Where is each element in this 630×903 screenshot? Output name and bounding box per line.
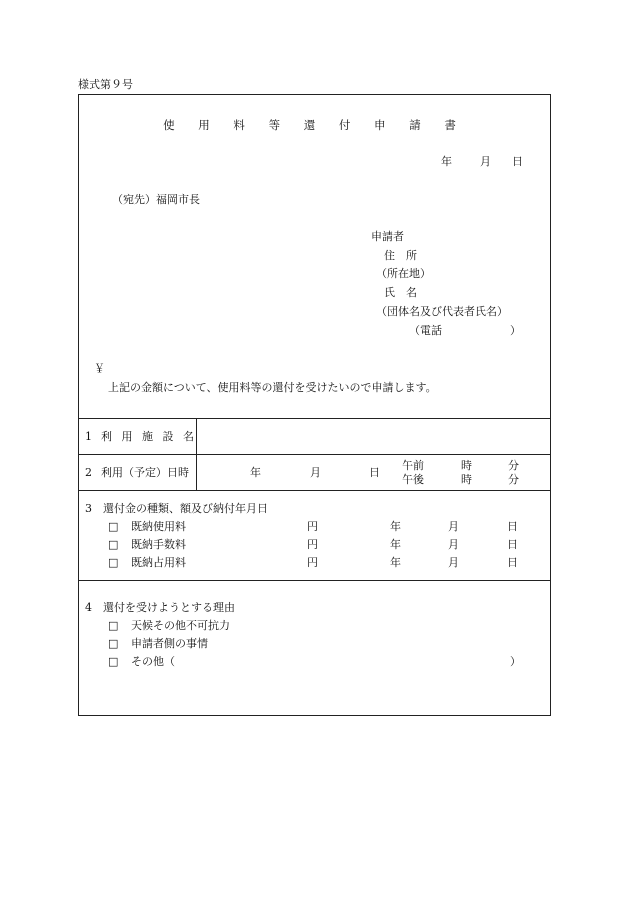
refund-day: 日 <box>507 556 518 569</box>
schedule-number: 2 <box>85 466 92 479</box>
applicant-location-label: （所在地） <box>376 267 431 280</box>
schedule-label: 利用（予定）日時 <box>101 466 189 479</box>
refund-day: 日 <box>507 538 518 551</box>
refund-item-label: 既納使用料 <box>131 520 186 533</box>
refund-checkbox[interactable]: □ <box>108 538 119 551</box>
refund-month: 月 <box>448 556 459 569</box>
schedule-hour-am: 時 <box>461 459 472 472</box>
date-month: 月 <box>480 155 491 168</box>
refund-yen: 円 <box>307 538 318 551</box>
facility-label: 利 用 施 設 名 <box>101 430 197 443</box>
refund-item-label: 既納占用料 <box>131 556 186 569</box>
applicant-label: 申請者 <box>371 230 404 243</box>
row-divider <box>78 454 551 455</box>
reason-other-close: ） <box>510 655 521 668</box>
addressee: （宛先）福岡市長 <box>112 193 200 206</box>
refund-year: 年 <box>390 520 401 533</box>
schedule-minute-pm: 分 <box>508 473 519 486</box>
schedule-day: 日 <box>369 466 380 479</box>
refund-heading: 3 還付金の種類、額及び納付年月日 <box>85 502 268 515</box>
yen-mark: ￥ <box>94 362 105 375</box>
applicant-name-label: 氏 名 <box>384 286 417 299</box>
applicant-org-label: （団体名及び代表者氏名） <box>376 305 508 318</box>
reason-checkbox[interactable]: □ <box>108 637 119 650</box>
row-divider <box>78 418 551 419</box>
refund-month: 月 <box>448 520 459 533</box>
date-day: 日 <box>512 155 523 168</box>
refund-checkbox[interactable]: □ <box>108 520 119 533</box>
refund-checkbox[interactable]: □ <box>108 556 119 569</box>
reason-item-label: その他（ <box>131 655 175 668</box>
form-title: 使 用 料 等 還 付 申 請 書 <box>163 118 466 132</box>
row-divider <box>78 490 551 491</box>
row-divider <box>78 580 551 581</box>
request-text: 上記の金額について、使用料等の還付を受けたいので申請します。 <box>108 381 437 394</box>
refund-yen: 円 <box>307 520 318 533</box>
applicant-address-label: 住 所 <box>384 249 417 262</box>
reason-checkbox[interactable]: □ <box>108 655 119 668</box>
reason-item-label: 天候その他不可抗力 <box>131 619 230 632</box>
schedule-am: 午前 <box>402 459 424 472</box>
schedule-minute-am: 分 <box>508 459 519 472</box>
column-divider <box>196 418 197 490</box>
refund-day: 日 <box>507 520 518 533</box>
form-number: 様式第９号 <box>78 78 133 91</box>
applicant-phone-open: （電話 <box>409 324 442 337</box>
reason-checkbox[interactable]: □ <box>108 619 119 632</box>
reason-heading: 4 還付を受けようとする理由 <box>85 601 235 614</box>
refund-year: 年 <box>390 538 401 551</box>
refund-yen: 円 <box>307 556 318 569</box>
refund-month: 月 <box>448 538 459 551</box>
facility-number: 1 <box>85 430 92 443</box>
schedule-hour-pm: 時 <box>461 473 472 486</box>
date-year: 年 <box>441 155 452 168</box>
refund-item-label: 既納手数料 <box>131 538 186 551</box>
applicant-phone-close: ） <box>510 324 521 337</box>
schedule-year: 年 <box>250 466 261 479</box>
schedule-month: 月 <box>310 466 321 479</box>
refund-year: 年 <box>390 556 401 569</box>
reason-item-label: 申請者側の事情 <box>131 637 208 650</box>
schedule-pm: 午後 <box>402 473 424 486</box>
